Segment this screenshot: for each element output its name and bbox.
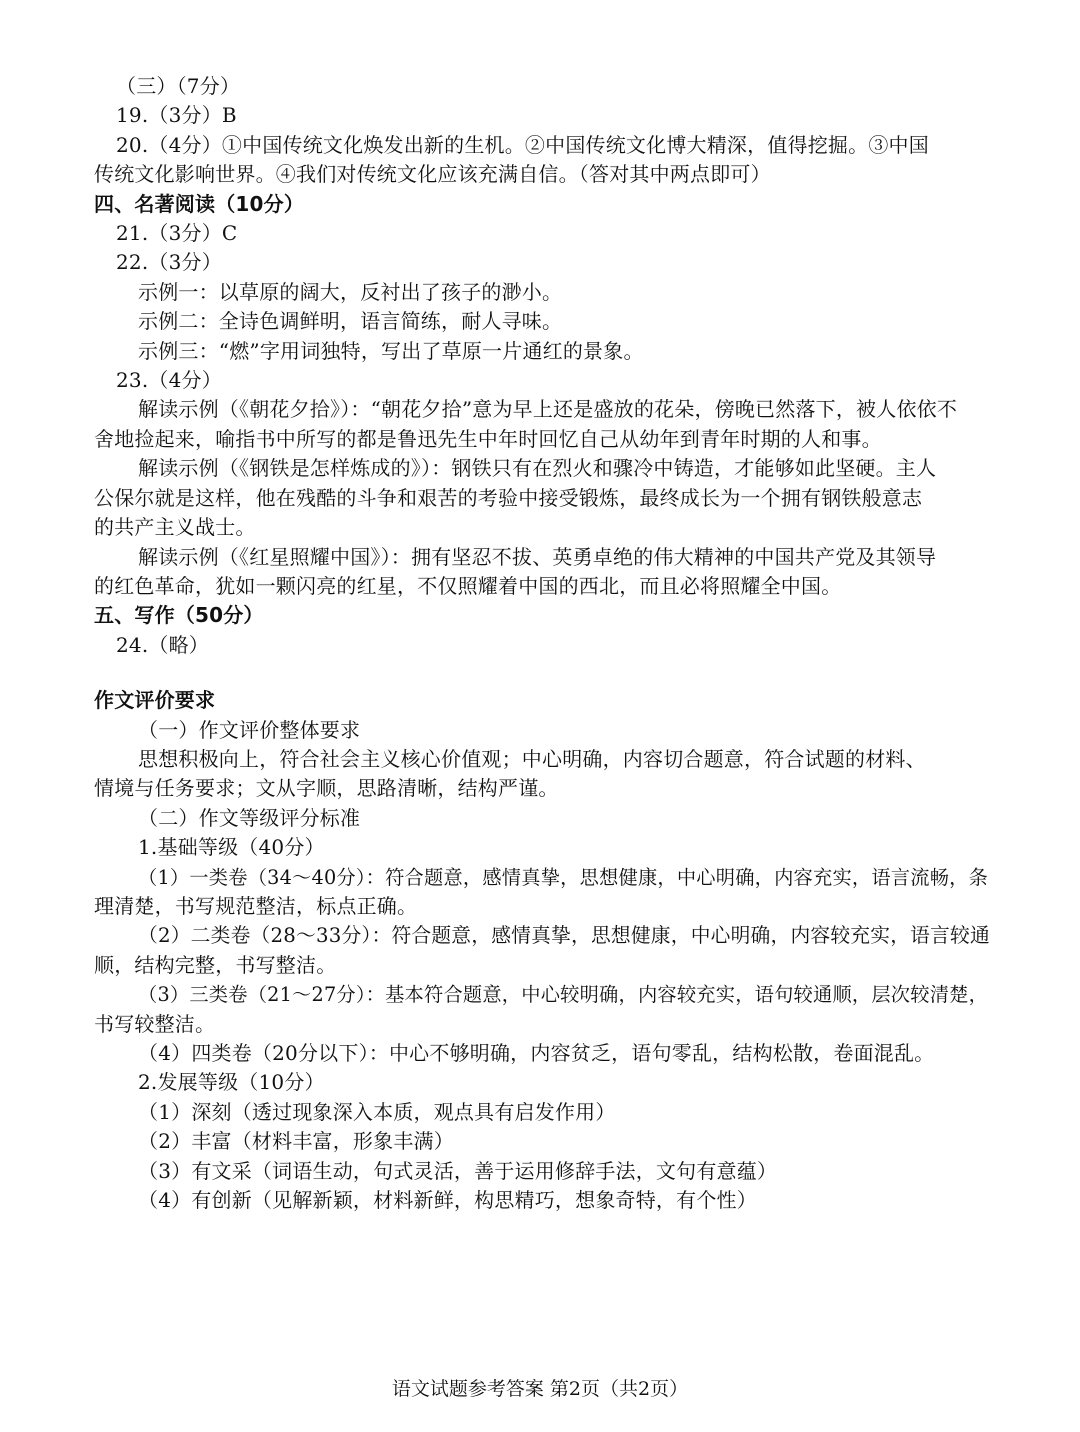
development-level-title: 2.发展等级（10分） bbox=[138, 1070, 325, 1095]
answer-20-line-1: 20.（4分）①中国传统文化焕发出新的生机。②中国传统文化博大精深，值得挖掘。③中国 bbox=[116, 132, 929, 157]
basic-class-2-line-2: 顺，结构完整，书写整洁。 bbox=[94, 952, 337, 977]
overall-requirements-title: （一）作文评价整体要求 bbox=[138, 717, 361, 742]
overall-requirements-line-1: 思想积极向上，符合社会主义核心价值观；中心明确，内容切合题意，符合试题的材料、 bbox=[138, 746, 926, 771]
essay-criteria-heading: 作文评价要求 bbox=[94, 688, 216, 713]
answer-page bbox=[94, 72, 990, 1215]
answer-20-line-2: 传统文化影响世界。④我们对传统文化应该充满自信。（答对其中两点即可） bbox=[94, 162, 771, 187]
answer-24: 24.（略） bbox=[116, 632, 210, 657]
basic-level-title: 1.基础等级（40分） bbox=[138, 835, 325, 860]
answer-22: 22.（3分） bbox=[116, 250, 222, 275]
example-1: 示例一：以草原的阔大，反衬出了孩子的渺小。 bbox=[138, 279, 563, 304]
example-3: 示例三：“燃”字用词独特，写出了草原一片通红的景象。 bbox=[138, 338, 644, 363]
basic-class-1-line-2: 理清楚，书写规范整洁，标点正确。 bbox=[94, 893, 418, 918]
reading-3-line-2: 的红色革命，犹如一颗闪亮的红星，不仅照耀着中国的西北，而且必将照耀全中国。 bbox=[94, 573, 842, 598]
reading-1-line-2: 舍地捡起来，喻指书中所写的都是鲁迅先生中年时回忆自己从幼年到青年时期的人和事。 bbox=[94, 426, 882, 451]
basic-class-1-line-1: （1）一类卷（34～40分）：符合题意，感情真挚，思想健康，中心明确，内容充实，语言流畅，条 bbox=[138, 865, 989, 889]
development-item-3: （3）有文采（词语生动，句式灵活，善于运用修辞手法，文句有意蕴） bbox=[138, 1158, 778, 1183]
example-2: 示例二：全诗色调鲜明，语言简练，耐人寻味。 bbox=[138, 309, 563, 334]
reading-2-line-1: 解读示例（《钢铁是怎样炼成的》）：钢铁只有在烈火和骤冷中铸造，才能够如此坚硬。主人 bbox=[138, 456, 937, 481]
basic-class-3-line-1: （3）三类卷（21～27分）：基本符合题意，中心较明确，内容较充实，语句较通顺，层次较清楚， bbox=[138, 983, 989, 1007]
grading-standard-title: （二）作文等级评分标准 bbox=[138, 805, 361, 830]
overall-requirements-line-2: 情境与任务要求；文从字顺，思路清晰，结构严谨。 bbox=[94, 776, 559, 801]
answer-23: 23.（4分） bbox=[116, 368, 222, 393]
development-item-4: （4）有创新（见解新颖，材料新鲜，构思精巧，想象奇特，有个性） bbox=[138, 1188, 757, 1213]
basic-class-3-line-2: 书写较整洁。 bbox=[94, 1011, 216, 1036]
development-item-2: （2）丰富（材料丰富，形象丰满） bbox=[138, 1129, 454, 1154]
reading-2-line-3: 的共产主义战士。 bbox=[94, 515, 256, 540]
reading-1-line-1: 解读示例（《朝花夕拾》）：“朝花夕拾”意为早上还是盛放的花朵，傍晚已然落下，被人依依不 bbox=[138, 397, 958, 422]
spacer bbox=[94, 660, 990, 686]
section-3-heading: （三）（7分） bbox=[116, 74, 241, 98]
section-5-heading: 五、写作（50分） bbox=[94, 603, 264, 628]
reading-3-line-1: 解读示例（《红星照耀中国》）：拥有坚忍不拔、英勇卓绝的伟大精神的中国共产党及其领导 bbox=[138, 544, 937, 569]
basic-class-4: （4）四类卷（20分以下）：中心不够明确，内容贫乏，语句零乱，结构松散，卷面混乱。 bbox=[138, 1041, 935, 1065]
answer-21: 21.（3分）C bbox=[116, 221, 238, 246]
page-footer: 语文试题参考答案 第2页（共2页） bbox=[391, 1378, 689, 1400]
answer-19: 19.（3分）B bbox=[116, 103, 237, 128]
development-item-1: （1）深刻（透过现象深入本质，观点具有启发作用） bbox=[138, 1099, 616, 1124]
basic-class-2-line-1: （2）二类卷（28～33分）：符合题意，感情真挚，思想健康，中心明确，内容较充实，语言较通 bbox=[138, 924, 990, 948]
section-4-heading: 四、名著阅读（10分） bbox=[94, 191, 305, 216]
reading-2-line-2: 公保尔就是这样，他在残酷的斗争和艰苦的考验中接受锻炼，最终成长为一个拥有钢铁般意志 bbox=[94, 485, 923, 510]
